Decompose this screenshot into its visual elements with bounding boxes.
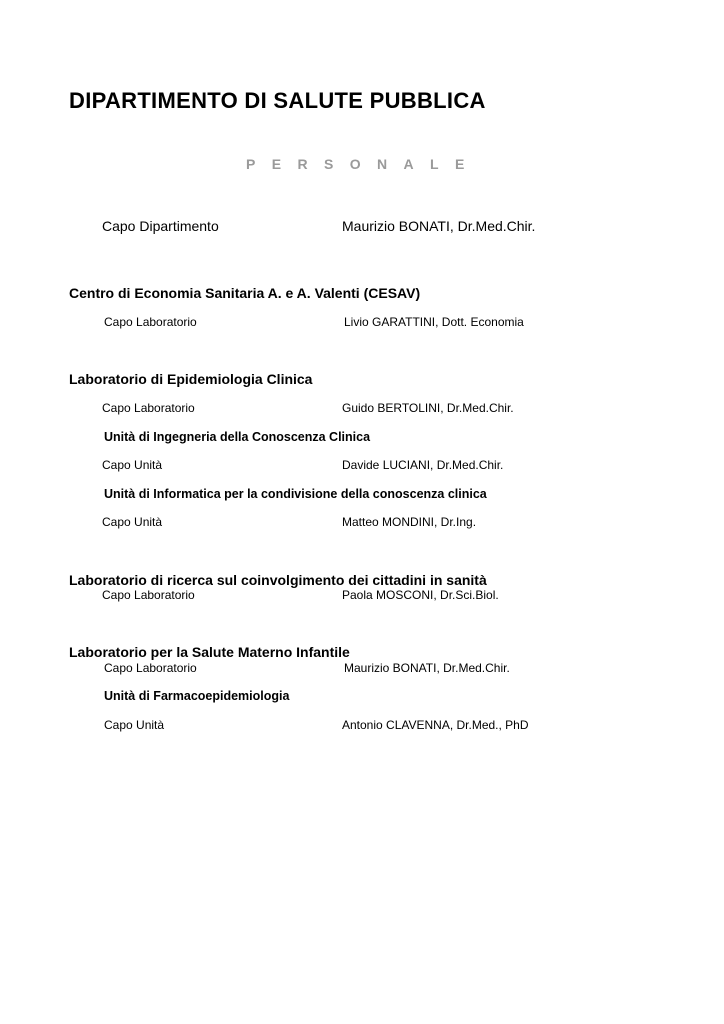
materno-name: Maurizio BONATI, Dr.Med.Chir. xyxy=(344,661,510,675)
section-title-materno: Laboratorio per la Salute Materno Infantile xyxy=(69,644,350,660)
page-title: DIPARTIMENTO DI SALUTE PUBBLICA xyxy=(69,88,486,113)
farmaco-role: Capo Unità xyxy=(104,718,165,732)
epidemiologia-name: Guido BERTOLINI, Dr.Med.Chir. xyxy=(342,401,514,415)
cesav-role: Capo Laboratorio xyxy=(104,315,197,329)
informatica-role: Capo Unità xyxy=(102,515,163,529)
section-title-coinvolgimento: Laboratorio di ricerca sul coinvolgimento dei cittadini in sanità xyxy=(69,572,487,588)
farmaco-name: Antonio CLAVENNA, Dr.Med., PhD xyxy=(342,718,529,732)
coinvolgimento-role: Capo Laboratorio xyxy=(102,588,195,602)
head-name: Maurizio BONATI, Dr.Med.Chir. xyxy=(342,218,536,234)
unit-title-ingegneria: Unità di Ingegneria della Conoscenza Clinica xyxy=(104,430,371,444)
unit-title-farmacoepidemiologia: Unità di Farmacoepidemiologia xyxy=(104,689,290,703)
page-subtitle: PERSONALE xyxy=(246,156,481,172)
ingegneria-name: Davide LUCIANI, Dr.Med.Chir. xyxy=(342,458,504,472)
informatica-name: Matteo MONDINI, Dr.Ing. xyxy=(342,515,477,529)
ingegneria-role: Capo Unità xyxy=(102,458,163,472)
cesav-name: Livio GARATTINI, Dott. Economia xyxy=(344,315,524,329)
head-role: Capo Dipartimento xyxy=(102,218,219,234)
materno-role: Capo Laboratorio xyxy=(104,661,197,675)
coinvolgimento-name: Paola MOSCONI, Dr.Sci.Biol. xyxy=(342,588,499,602)
epidemiologia-role: Capo Laboratorio xyxy=(102,401,195,415)
unit-title-informatica: Unità di Informatica per la condivisione della conoscenza clinica xyxy=(104,487,487,501)
section-title-cesav: Centro di Economia Sanitaria A. e A. Valenti (CESAV) xyxy=(69,285,421,301)
section-title-epidemiologia: Laboratorio di Epidemiologia Clinica xyxy=(69,371,313,387)
